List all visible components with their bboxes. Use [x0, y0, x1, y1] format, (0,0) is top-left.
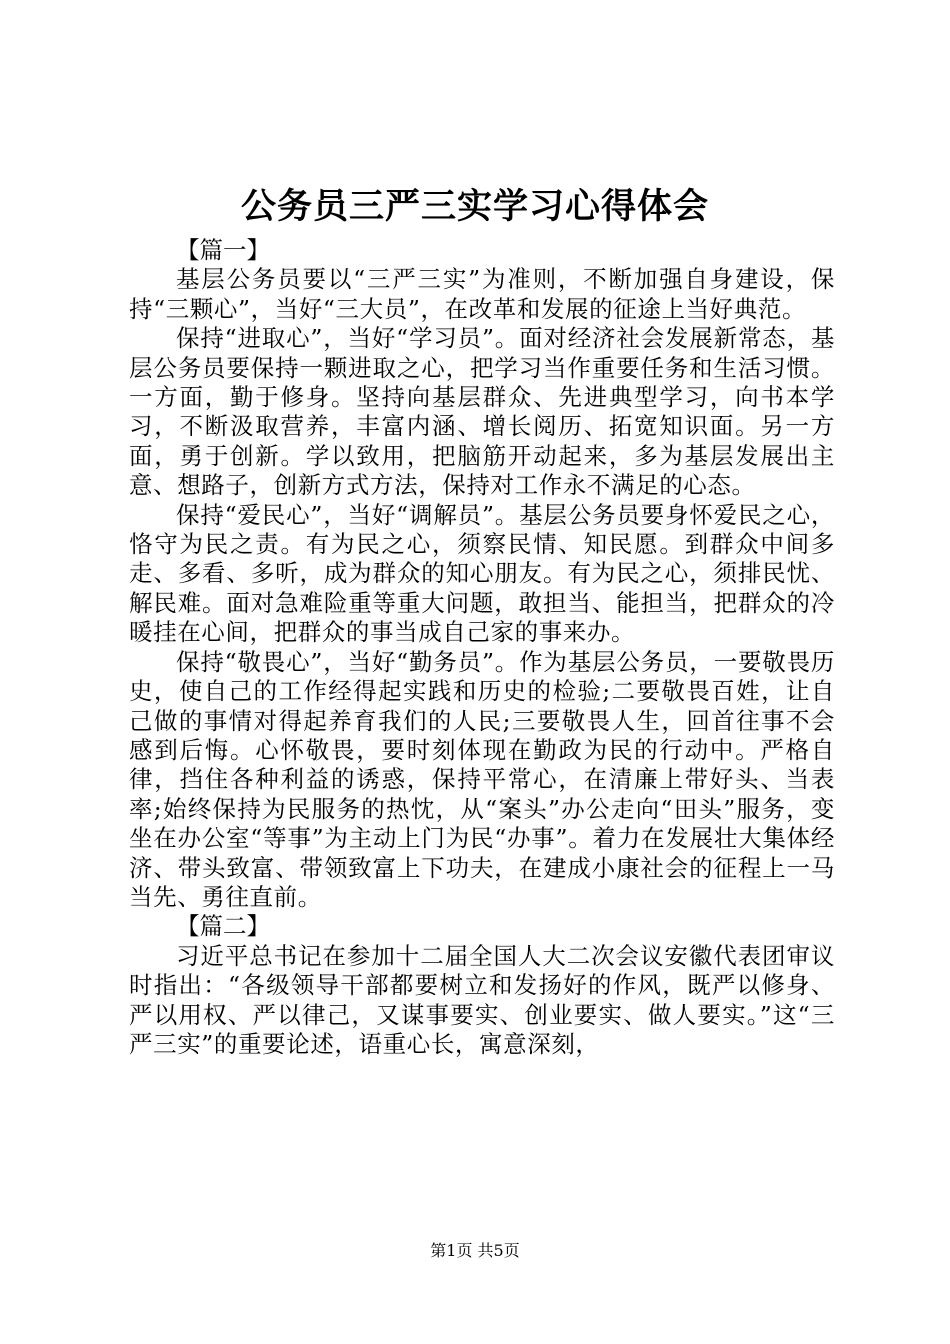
- document-title: 公务员三严三实学习心得体会: [240, 186, 709, 227]
- section-1: [129, 236, 835, 912]
- document-body: [129, 236, 835, 1059]
- section-label: 【篇二】: [176, 912, 270, 941]
- section-2: [129, 912, 835, 1059]
- paragraph: 基层公务员要以“三严三实”为准则，不断加强自身建设，保持“三颗心”，当好“三大员”，在改革和发展的征途上当好典范。: [129, 265, 835, 323]
- section-label: 【篇一】: [176, 236, 270, 264]
- paragraph: 习近平总书记在参加十二届全国人大二次会议安徽代表团审议时指出：“各级领导干部都要树立和发扬好的作风，既严以修身、严以用权、严以律己，又谋事要实、创业要实、做人要实。”这“三严三实”的重要论述，语重心长，寓意深刻，: [129, 941, 835, 1058]
- paragraph: 保持“爱民心”，当好“调解员”。基层公务员要身怀爱民之心，恪守为民之责。有为民之心，须察民情、知民愿。到群众中间多走、多看、多听，成为群众的知心朋友。有为民之心，须排民忧、解民难。面对急难险重等重大问题，敢担当、能担当，把群众的冷暖挂在心间，把群众的事当成自己家的事来办。: [129, 500, 835, 647]
- paragraph: 保持“敬畏心”，当好“勤务员”。作为基层公务员，一要敬畏历史，使自己的工作经得起实践和历史的检验;二要敬畏百姓，让自己做的事情对得起养育我们的人民;三要敬畏人生，回首往事不会感到后悔。心怀敬畏，要时刻体现在勤政为民的行动中。严格自律，挡住各种利益的诱惑，保持平常心，在清廉上带好头、当表率;始终保持为民服务的热忱，从“案头”办公走向“田头”服务，变坐在办公室“等事”为主动上门为民“办事”。着力在发展壮大集体经济、带头致富、带领致富上下功夫，在建成小康社会的征程上一马当先、勇往直前。: [129, 647, 835, 911]
- page-number-footer: 第1页 共5页: [430, 1241, 520, 1260]
- paragraph: 保持“进取心”，当好“学习员”。面对经济社会发展新常态，基层公务员要保持一颗进取之心，把学习当作重要任务和生活习惯。一方面，勤于修身。坚持向基层群众、先进典型学习，向书本学习，不断汲取营养，丰富内涵、增长阅历、拓宽知识面。另一方面，勇于创新。学以致用，把脑筋开动起来，多为基层发展出主意、想路子，创新方式方法，保持对工作永不满足的心态。: [129, 324, 835, 500]
